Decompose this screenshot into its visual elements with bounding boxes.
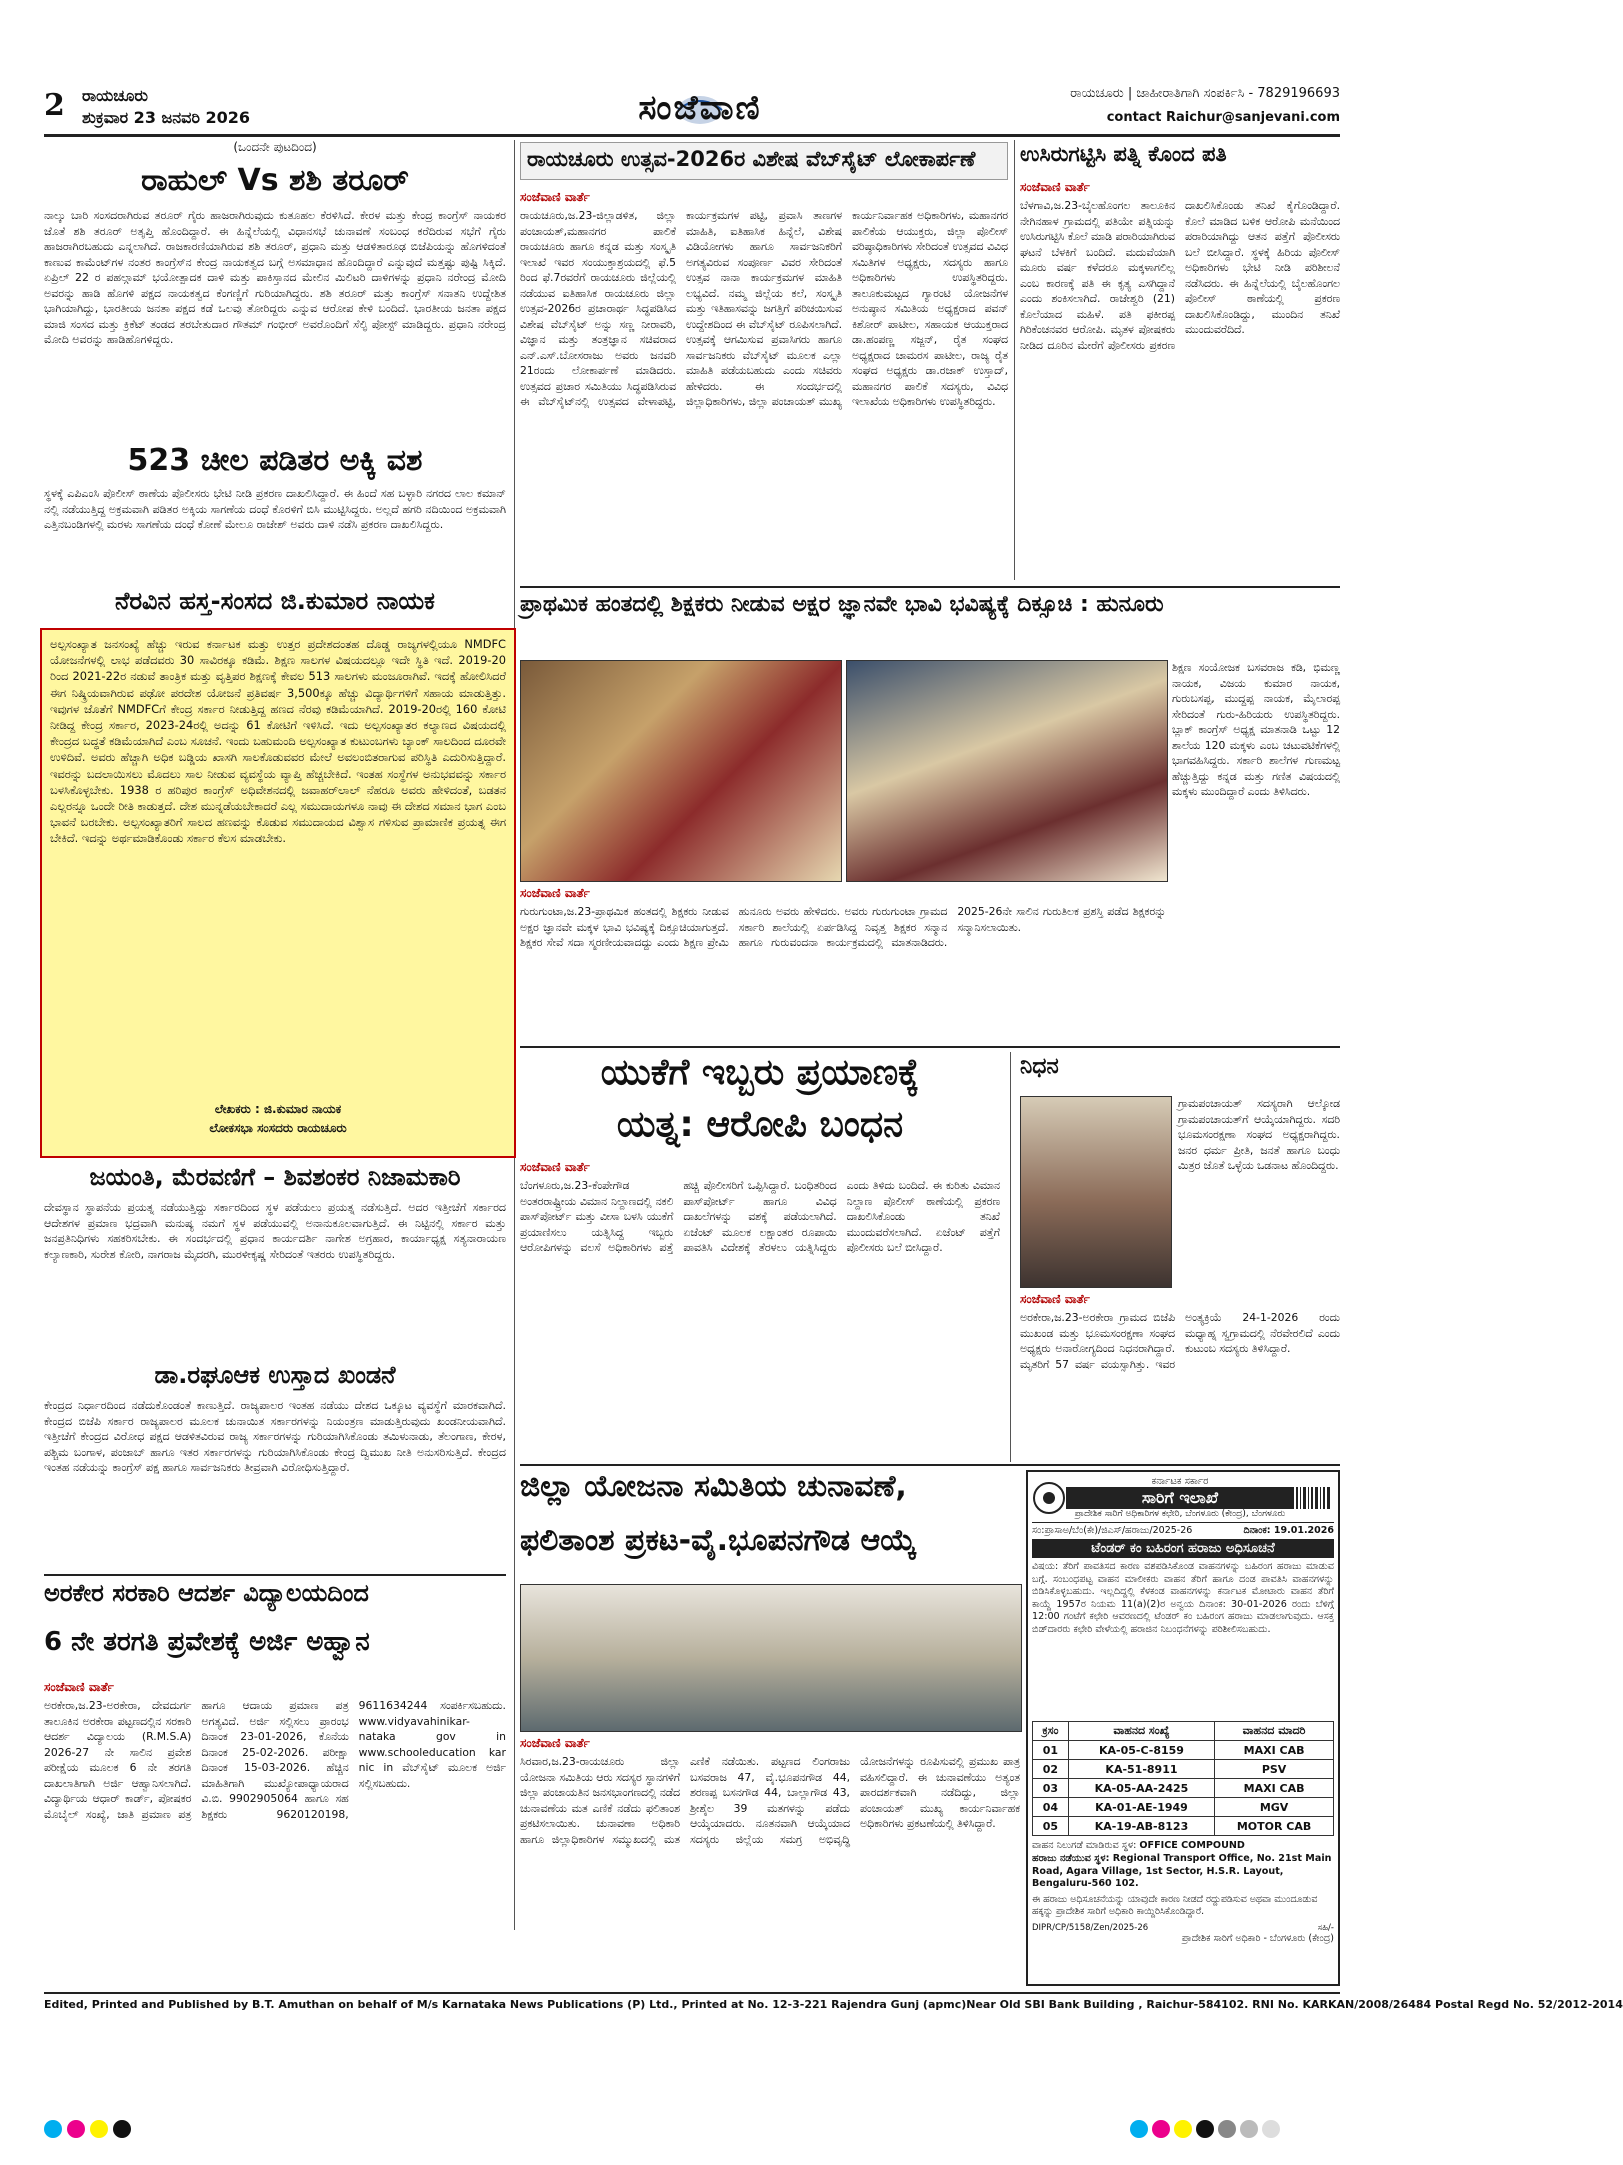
place-value: OFFICE COMPOUND — [1139, 1840, 1245, 1851]
headline-webiste-launch: ರಾಯಚೂರು ಉತ್ಸವ-2026ರ ವಿಶೇಷ ವೆಬ್‌ಸೈಟ್ ಲೋಕಾರ್ಪಣೆ — [520, 142, 1008, 180]
gov-line: ಕರ್ನಾಟಕ ಸರ್ಕಾರ — [1151, 1476, 1209, 1487]
story-kicker: ಸಂಜೆವಾಣಿ ವಾರ್ತೆ — [1020, 1292, 1090, 1306]
story-body: ರಾಯಚೂರು,ಜ.23-ಜಿಲ್ಲಾಡಳಿತ, ಜಿಲ್ಲಾ ಪಂಚಾಯತ್,ಮಹಾನಗರ ಪಾಲಿಕೆ ರಾಯಚೂರು ಹಾಗೂ ಕನ್ನಡ ಮತ್ತು ಸಂಸ್ಕೃತಿ ಇಲಾಖೆ ಇವರ ಸಂಯುಕ್ತಾಶ್ರಯದಲ್ಲಿ ಫೆ.5 ರಿಂದ ಫೆ.7ರವರೆಗೆ ರಾಯಚೂರು ಜಿಲ್ಲೆಯಲ್ಲಿ ನಡೆಯುವ ಐತಿಹಾಸಿಕ ರಾಯಚೂರು ಜಿಲ್ಲಾ ಉತ್ಸವ-2026ರ ಪ್ರಚಾರಾರ್ಥ ಸಿದ್ಧಪಡಿಸಿದ ವಿಶೇಷ ವೆಬ್‌ಸೈಟ್ ಅನ್ನು ಸಣ್ಣ ನೀರಾವರಿ, ವಿಜ್ಞಾನ ಮತ್ತು ತಂತ್ರಜ್ಞಾನ ಸಚಿವರಾದ ಎನ್.ಎಸ್.ಬೋಸರಾಜು ಅವರು ಜನವರಿ 21ರಂದು ಲೋಕಾರ್ಪಣೆ ಮಾಡಿದರು. ಉತ್ಸವದ ಪ್ರಚಾರ ಸಮಿತಿಯು ಸಿದ್ಧಪಡಿಸಿರುವ ಈ ವೆಬ್‌ಸೈಟ್‌ನಲ್ಲಿ ಉತ್ಸವದ ವೇಳಾಪಟ್ಟಿ, ಕಾರ್ಯಕ್ರಮಗಳ ಪಟ್ಟಿ, ಪ್ರವಾಸಿ ತಾಣಗಳ ಮಾಹಿತಿ, ಐತಿಹಾಸಿಕ ಹಿನ್ನೆಲೆ, ವಿಶೇಷ ವಿಡಿಯೋಗಳು ಹಾಗೂ ಸಾರ್ವಜನಿಕರಿಗೆ ಅಗತ್ಯವಿರುವ ಸಂಪೂರ್ಣ ವಿವರ ಸೇರಿದಂತೆ ಉತ್ಸವ ನಾನಾ ಕಾರ್ಯಕ್ರಮಗಳ ಮಾಹಿತಿ ಲಭ್ಯವಿದೆ. ನಮ್ಮ ಜಿಲ್ಲೆಯ ಕಲೆ, ಸಂಸ್ಕೃತಿ ಮತ್ತು ಇತಿಹಾಸವನ್ನು ಜಗತ್ತಿಗೆ ಪರಿಚಯಿಸುವ ಉದ್ದೇಶದಿಂದ ಈ ವೆಬ್‌ಸೈಟ್ ರೂಪಿಸಲಾಗಿದೆ. ಉತ್ಸವಕ್ಕೆ ಆಗಮಿಸುವ ಪ್ರವಾಸಿಗರು ಹಾಗೂ ಸಾರ್ವಜನಿಕರು ವೆಬ್‌ಸೈಟ್ ಮೂಲಕ ಎಲ್ಲಾ ಮಾಹಿತಿ ಪಡೆಯಬಹುದು ಎಂದು ಸಚಿವರು ಹೇಳಿದರು. ಈ ಸಂದರ್ಭದಲ್ಲಿ ಜಿಲ್ಲಾಧಿಕಾರಿಗಳು, ಜಿಲ್ಲಾ ಪಂಚಾಯತ್ ಮುಖ್ಯ ಕಾರ್ಯನಿರ್ವಾಹಕ ಅಧಿಕಾರಿಗಳು, ಮಹಾನಗರ ಪಾಲಿಕೆಯ ಆಯುಕ್ತರು, ಜಿಲ್ಲಾ ಪೊಲೀಸ್ ವರಿಷ್ಠಾಧಿಕಾರಿಗಳು ಸೇರಿದಂತೆ ಉತ್ಸವದ ವಿವಿಧ ಸಮಿತಿಗಳ ಅಧ್ಯಕ್ಷರು, ಸದಸ್ಯರು ಹಾಗೂ ಅಧಿಕಾರಿಗಳು ಉಪಸ್ಥಿತರಿದ್ದರು. ತಾಲೂಕುಮಟ್ಟದ ಗ್ಯಾರಂಟಿ ಯೋಜನೆಗಳ ಅನುಷ್ಠಾನ ಸಮಿತಿಯ ಅಧ್ಯಕ್ಷರಾದ ಪವನ್ ಕಿಶೋರ್ ಪಾಟೀಲ, ಸಹಾಯಕ ಆಯುಕ್ತರಾದ ಡಾ.ಹಂಪಣ್ಣ ಸಜ್ಜನ್, ರೈತ ಸಂಘದ ಅಧ್ಯಕ್ಷರಾದ ಚಾಮರಸ ಪಾಟೀಲ, ರಾಜ್ಯ ರೈತ ಸಂಘದ ಅಧ್ಯಕ್ಷರು ಡಾ.ರಜಾಕ್ ಉಸ್ತಾದ್, ಮಹಾನಗರ ಪಾಲಿಕೆ ಸದಸ್ಯರು, ವಿವಿಧ ಇಲಾಖೆಯ ಅಧಿಕಾರಿಗಳು ಉಪಸ್ಥಿತರಿದ್ದರು. — [520, 209, 1008, 408]
headline-zp-election: ಫಲಿತಾಂಶ ಪ್ರಕಟ-ವೈ.ಭೂಪನಗೌಡ ಆಯ್ಕೆ — [520, 1523, 917, 1558]
story-kicker: ಸಂಜೆವಾಣಿ ವಾರ್ತೆ — [520, 1736, 590, 1750]
ref-date: ದಿನಾಂಕ: 19.01.2026 — [1243, 1525, 1334, 1536]
story-body: ಬೆಂಗಳೂರು,ಜ.23-ಕೆಂಪೇಗೌಡ ಅಂತರರಾಷ್ಟ್ರೀಯ ವಿಮಾನ ನಿಲ್ದಾಣದಲ್ಲಿ ನಕಲಿ ಪಾಸ್‌ಪೋರ್ಟ್ ಮತ್ತು ವೀಸಾ ಬಳಸಿ ಯುಕೆಗೆ ಪ್ರಯಾಣಿಸಲು ಯತ್ನಿಸಿದ್ದ ಇಬ್ಬರು ಆರೋಪಿಗಳನ್ನು ವಲಸೆ ಅಧಿಕಾರಿಗಳು ಪತ್ತೆ ಹಚ್ಚಿ ಪೊಲೀಸರಿಗೆ ಒಪ್ಪಿಸಿದ್ದಾರೆ. ಬಂಧಿತರಿಂದ ಪಾಸ್‌ಪೋರ್ಟ್ ಹಾಗೂ ವಿವಿಧ ದಾಖಲೆಗಳನ್ನು ವಶಕ್ಕೆ ಪಡೆಯಲಾಗಿದೆ. ಏಜೆಂಟ್ ಮೂಲಕ ಲಕ್ಷಾಂತರ ರೂಪಾಯಿ ಪಾವತಿಸಿ ವಿದೇಶಕ್ಕೆ ತೆರಳಲು ಯತ್ನಿಸಿದ್ದರು ಎಂದು ತಿಳಿದು ಬಂದಿದೆ. ಈ ಕುರಿತು ವಿಮಾನ ನಿಲ್ದಾಣ ಪೊಲೀಸ್ ಠಾಣೆಯಲ್ಲಿ ಪ್ರಕರಣ ದಾಖಲಿಸಿಕೊಂಡು ತನಿಖೆ ಮುಂದುವರೆಸಲಾಗಿದೆ. ಏಜೆಂಟ್ ಪತ್ತೆಗೆ ಪೊಲೀಸರು ಬಲೆ ಬೀಸಿದ್ದಾರೆ. — [520, 1179, 1000, 1254]
tender-notice — [1026, 1470, 1340, 1986]
byline: ಲೋಕಸಭಾ ಸಂಸದರು ರಾಯಚೂರು — [209, 1121, 347, 1135]
table-row — [1033, 1779, 1334, 1798]
table-cell: 05 — [1033, 1817, 1069, 1836]
story-body: ಗ್ರಾಮಪಂಚಾಯತ್ ಸದಸ್ಯರಾಗಿ ಆಲ್ಕೋಡ ಗ್ರಾಮಪಂಚಾಯತ್‌ಗೆ ಆಯ್ಕೆಯಾಗಿದ್ದರು. ಸದರಿ ಭೂಮಸಂರಕ್ಷಣಾ ಸಂಘದ ಅಧ್ಯಕ್ಷರಾಗಿದ್ದರು. ಜನರ ಧರ್ಮ ಪ್ರೀತಿ, ಜನತೆ ಹಾಗೂ ಬಂಧು ಮಿತ್ರರ ಜೊತೆ ಒಳ್ಳೆಯ ಒಡನಾಟ ಹೊಂದಿದ್ದರು. — [1178, 1097, 1340, 1172]
footer-note: ಈ ಹರಾಜು ಅಧಿಸೂಚನೆಯನ್ನು ಯಾವುದೇ ಕಾರಣ ನೀಡದೆ ರದ್ದುಪಡಿಸುವ ಅಥವಾ ಮುಂದೂಡುವ ಹಕ್ಕನ್ನು ಪ್ರಾದೇಶಿಕ ಸಾರಿಗೆ ಅಧಿಕಾರಿ ಕಾಯ್ದಿರಿಸಿಕೊಂಡಿದ್ದಾರೆ. — [1032, 1893, 1318, 1918]
column-rule — [1014, 140, 1015, 580]
table-row — [1033, 1760, 1334, 1779]
headline-school: ಅರಕೇರ ಸರಕಾರಿ ಆದರ್ಶ ವಿದ್ಯಾಲಯದಿಂದ — [44, 1579, 369, 1607]
story-kicker: ಸಂಜೆವಾಣಿ ವಾರ್ತೆ — [44, 1680, 114, 1694]
masthead-city: ರಾಯಚೂರು — [82, 86, 148, 105]
byline: ಲೇಖಕರು : ಜಿ.ಕುಮಾರ ನಾಯಕ — [214, 1102, 342, 1116]
section-rule — [520, 1464, 1340, 1466]
election-photo — [520, 1584, 1022, 1732]
logo-text: ಸಂಜೆವಾಣಿ — [638, 88, 762, 128]
story-body: ಅರಕೇರಾ,ಜ.23-ಅರಕೇರಾ ಗ್ರಾಮದ ಬಿಜೆಪಿ ಮುಖಂಡ ಮತ್ತು ಭೂಮಸಂರಕ್ಷಣಾ ಸಂಘದ ಅಧ್ಯಕ್ಷರು ಅನಾರೋಗ್ಯದಿಂದ ನಿಧನರಾಗಿದ್ದಾರೆ. ಮೃತರಿಗೆ 57 ವರ್ಷ ವಯಸ್ಸಾಗಿತ್ತು. ಇವರ ಅಂತ್ಯಕ್ರಿಯೆ 24-1-2026 ರಂದು ಮಧ್ಯಾಹ್ನ ಸ್ವಗ್ರಾಮದಲ್ಲಿ ನೆರವೇರಲಿದೆ ಎಂದು ಕುಟುಂಬ ಸದಸ್ಯರು ತಿಳಿಸಿದ್ದಾರೆ. — [1020, 1311, 1340, 1371]
notice-body: ವಿಷಯ: ತೆರಿಗೆ ಪಾವತಿಸದ ಕಾರಣ ವಶಪಡಿಸಿಕೊಂಡ ವಾಹನಗಳನ್ನು ಬಹಿರಂಗ ಹರಾಜು ಮಾಡುವ ಬಗ್ಗೆ. ಸಂಬಂಧಪಟ್ಟ ವಾಹನ ಮಾಲೀಕರು ವಾಹನ ತೆರಿಗೆ ಹಾಗೂ ದಂಡ ಪಾವತಿಸಿ ವಾಹನಗಳನ್ನು ಬಿಡಿಸಿಕೊಳ್ಳಬಹುದು. ಇಲ್ಲದಿದ್ದಲ್ಲಿ ಕೆಳಕಂಡ ವಾಹನಗಳನ್ನು ಕರ್ನಾಟಕ ಮೋಟಾರು ವಾಹನ ತೆರಿಗೆ ಕಾಯ್ದೆ 1957ರ ನಿಯಮ 11(a)(2)ರ ಅನ್ವಯ ದಿನಾಂಕ: 30-01-2026 ರಂದು ಬೆಳಿಗ್ಗೆ 12:00 ಗಂಟೆಗೆ ಕಛೇರಿ ಆವರಣದಲ್ಲಿ ಟೆಂಡರ್ ಕಂ ಬಹಿರಂಗ ಹರಾಜು ಮಾಡಲಾಗುವುದು. ಆಸಕ್ತ ಬಿಡ್‌ದಾರರು ಕಛೇರಿ ವೇಳೆಯಲ್ಲಿ ಹರಾಜಿನ ನಿಬಂಧನೆಗಳನ್ನು ಪರಿಶೀಲಿಸಬಹುದು. — [1032, 1561, 1334, 1635]
yellow-dot — [90, 2120, 108, 2138]
office-name: ಪ್ರಾದೇಶಿಕ ಸಾರಿಗೆ ಅಧಿಕಾರಿಗಳ ಕಛೇರಿ, ಬೆಂಗಳೂರು (ಕೇಂದ್ರ), ಬೆಂಗಳೂರು — [1074, 1509, 1286, 1519]
table-cell: MAXI CAB — [1215, 1741, 1334, 1760]
dipr-code: DIPR/CP/5158/Zen/2025-26 — [1032, 1922, 1149, 1933]
story-body: ನಾಲ್ಕು ಬಾರಿ ಸಂಸದರಾಗಿರುವ ತರೂರ್ ಗೈರು ಹಾಜರಾಗಿರುವುದು ಕುತೂಹಲ ಕೆರಳಿಸಿದೆ. ಕೇರಳ ಮತ್ತು ಕೇಂದ್ರ ಕಾಂಗ್ರೆಸ್ ನಾಯಕರ ಜೊತೆ ಶಶಿ ತರೂರ್ ಅತೃಪ್ತಿ ಹೊಂದಿದ್ದಾರೆ. ಈ ಹಿನ್ನೆಲೆಯಲ್ಲಿ ವಿಧಾನಸಭೆ ಚುನಾವಣೆ ಸಂಬಂಧ ಕರೆದಿರುವ ಸಭೆಗೆ ಗೈರು ಹಾಜರಾಗಿರಬಹುದು ಎನ್ನಲಾಗಿದೆ. ರಾಜಕಾರಣಿಯಾಗಿರುವ ಶಶಿ ತರೂರ್, ಪ್ರಧಾನಿ ಮತ್ತು ಆಡಳಿತಾರೂಢ ಬಿಜೆಪಿಯನ್ನು ಹೊಗಳಿದಂತೆ ಕಾಣುವ ಕಾಮೆಂಟ್‌ಗಳ ನಂತರ ಕಾಂಗ್ರೆಸ್‌ನ ಕೇಂದ್ರ ನಾಯಕತ್ವದ ಬಗ್ಗೆ ಅಸಮಾಧಾನ ಹೊಂದಿದ್ದಾರೆ ಎನ್ನುವುದೆ ಮತ್ತಷ್ಟು ಪುಷ್ಟಿ ಸಿಕ್ಕಿದೆ. ಏಪ್ರಿಲ್ 22 ರ ಪಹಲ್ಗಾಮ್ ಭಯೋತ್ಪಾದಕ ದಾಳಿ ಮತ್ತು ಪಾಕಿಸ್ತಾನದ ಮೇಲಿನ ಮಿಲಿಟರಿ ದಾಳಿಗಳನ್ನು ಪ್ರಧಾನಿ ನರೇಂದ್ರ ಮೋದಿ ಅವರನ್ನು ಹಾಡಿ ಹೊಗಳಿ ಪಕ್ಷದ ನಾಯಕತ್ವದ ಕೆಂಗಣ್ಣಿಗೆ ಗುರಿಯಾಗಿದ್ದರು. ಶಶಿ ತರೂರ್ ಮತ್ತು ಕಾಂಗ್ರೆಸ್ ಸನಾತನಿ ಉದ್ದೇಶಿತ ಭಾಗಿಯಾಗಿದ್ದು, ಭಾರತೀಯ ಜನತಾ ಪಕ್ಷದ ಕಡೆ ಒಲವು ತೋರಿದ್ದರು ಎನ್ನುವ ಆರೋಪ ಕೇಳಿ ಬಂದಿದೆ. ಭಾರತೀಯ ಜನತಾ ಪಕ್ಷದ ಮಾಜಿ ಸಂಸದ ಮತ್ತು ಕ್ರಿಕೆಟ್ ತಂಡದ ತರಬೇತುದಾರ ಗೌತಮ್ ಗಂಭೀರ್ ಅವರೊಂದಿಗೆ ಸೆಲ್ಫಿ ಪೋಸ್ಟ್ ಮಾಡಿದ್ದರು. ಪ್ರಧಾನಿ ನರೇಂದ್ರ ಮೋದಿ ಅವರನ್ನು ಹಾಡಿಹೊಗಳಿದ್ದರು. — [44, 209, 506, 346]
table-cell: 01 — [1033, 1741, 1069, 1760]
story-title: ಜಯಂತಿ, ಮೆರವಣಿಗೆ – ಶಿವಶಂಕರ ನಿಜಾಮಕಾರಿ — [89, 1163, 461, 1191]
story-body: ಸ್ಥಳಕ್ಕೆ ಎಪಿಎಂಸಿ ಪೊಲೀಸ್ ಠಾಣೆಯ ಪೊಲೀಸರು ಭೇಟಿ ನೀಡಿ ಪ್ರಕರಣ ದಾಖಲಿಸಿದ್ದಾರೆ. ಈ ಹಿಂದೆ ಸಹ ಬಳ್ಳಾರಿ ನಗರದ ಲಾಲ ಕಮಾನ್ ನಲ್ಲಿ ನಡೆಯುತ್ತಿದ್ದ ಅಕ್ರಮವಾಗಿ ಪಡಿತರ ಅಕ್ಕಿಯ ಸಾಗಣೆಯ ದಂಧೆ ಕೊರಳಿಗೆ ಬಿಸಿ ಮುಟ್ಟಿಸಿದ್ದರು. ಅಲ್ಲದೆ ಹಗರಿ ನದಿಯಿಂದ ಅಕ್ರಮವಾಗಿ ಎತ್ತಿನಬಂಡಿಗಳಲ್ಲಿ ಮರಳು ಸಾಗಣೆಯ ದಂಧೆ ಕೋಣೆ ಮೇಲೂ ರಾಜೇಶ್ ಅವರು ದಾಳಿ ನಡೆಸಿ ಪ್ರಕರಣ ದಾಖಲಿಸಿದ್ದರು. — [44, 487, 506, 531]
story-body: ಬೆಳಗಾವಿ,ಜ.23-ಬೈಲಹೊಂಗಲ ತಾಲೂಕಿನ ನೇಗಿನಹಾಳ ಗ್ರಾಮದಲ್ಲಿ ಪತಿಯೇ ಪತ್ನಿಯನ್ನು ಉಸಿರುಗಟ್ಟಿಸಿ ಕೊಲೆ ಮಾಡಿ ಪರಾರಿಯಾಗಿರುವ ಘಟನೆ ಬೆಳಕಿಗೆ ಬಂದಿದೆ. ಮದುವೆಯಾಗಿ ಮೂರು ವರ್ಷ ಕಳೆದರೂ ಮಕ್ಕಳಾಗಲಿಲ್ಲ ಎಂಬ ಕಾರಣಕ್ಕೆ ಪತಿ ಈ ಕೃತ್ಯ ಎಸಗಿದ್ದಾನೆ ಎಂದು ಶಂಕಿಸಲಾಗಿದೆ. ರಾಜೇಶ್ವರಿ (21) ಕೊಲೆಯಾದ ಮಹಿಳೆ. ಪತಿ ಫಕೀರಪ್ಪ ಗಿರಿಕೆಂಚನವರ ಆರೋಪಿ. ಮೃತಳ ಪೋಷಕರು ನೀಡಿದ ದೂರಿನ ಮೇರೆಗೆ ಪೊಲೀಸರು ಪ್ರಕರಣ ದಾಖಲಿಸಿಕೊಂಡು ತನಿಖೆ ಕೈಗೊಂಡಿದ್ದಾರೆ. ಕೊಲೆ ಮಾಡಿದ ಬಳಿಕ ಆರೋಪಿ ಮನೆಯಿಂದ ಪರಾರಿಯಾಗಿದ್ದು ಆತನ ಪತ್ತೆಗೆ ಪೊಲೀಸರು ಬಲೆ ಬೀಸಿದ್ದಾರೆ. ಸ್ಥಳಕ್ಕೆ ಹಿರಿಯ ಪೊಲೀಸ್ ಅಧಿಕಾರಿಗಳು ಭೇಟಿ ನೀಡಿ ಪರಿಶೀಲನೆ ನಡೆಸಿದರು. ಈ ಹಿನ್ನೆಲೆಯಲ್ಲಿ ಬೈಲಹೊಂಗಲ ಪೊಲೀಸ್ ಠಾಣೆಯಲ್ಲಿ ಪ್ರಕರಣ ದಾಖಲಿಸಿಕೊಂಡಿದ್ದು, ಮುಂದಿನ ತನಿಖೆ ಮುಂದುವರೆದಿದೆ. — [1020, 199, 1340, 352]
continued-label: (ಒಂದನೇ ಪುಟದಿಂದ) — [233, 140, 317, 154]
auction-address: ಹರಾಜು ನಡೆಯುವ ಸ್ಥಳ: Regional Transport Office, No. 21st Main Road, Agara Village, 1st Sector, H.S.R. Layout, Bengaluru-560 102. — [1032, 1853, 1332, 1890]
story-title: ಡಾ.ರಘೂಆಕ ಉಸ್ತಾದ ಖಂಡನೆ — [154, 1361, 396, 1389]
story-title: ರಾಹುಲ್ Vs ಶಶಿ ತರೂರ್ — [141, 163, 409, 198]
table-header: ವಾಹನದ ಸಂಖ್ಯೆ — [1068, 1722, 1214, 1741]
table-cell: KA-51-8911 — [1068, 1760, 1214, 1779]
ref-number: ಸಂ:ಪ್ರಾಸಾಅ/ಬೆಂ(ಕೇ)/ಜಿಎಸ್/ಹರಾಜು/2025-26 — [1032, 1525, 1193, 1536]
event-photo — [520, 660, 842, 882]
column-rule — [1010, 1052, 1011, 1462]
dept-name: ಸಾರಿಗೆ ಇಲಾಖೆ — [1066, 1487, 1294, 1509]
signature: ಸಹಿ/- — [1317, 1922, 1334, 1933]
masthead-rule — [44, 134, 1340, 137]
page-number: 2 — [44, 88, 65, 123]
obituary-photo — [1020, 1096, 1172, 1288]
headline-husband-kills: ಉಸಿರುಗಟ್ಟಿಸಿ ಪತ್ನಿ ಕೊಂದ ಪತಿ — [1020, 142, 1227, 166]
headline-arrest: ಯತ್ನ: ಆರೋಪಿ ಬಂಧನ — [616, 1104, 904, 1145]
masthead-email: contact Raichur@sanjevani.com — [1106, 110, 1340, 125]
story-body: ಸಿರವಾರ,ಜ.23-ರಾಯಚೂರು ಜಿಲ್ಲಾ ಯೋಜನಾ ಸಮಿತಿಯ ಆರು ಸದಸ್ಯರ ಸ್ಥಾನಗಳಿಗೆ ಜಿಲ್ಲಾ ಪಂಚಾಯತಿನ ಜನಸಭಾಂಗಣದಲ್ಲಿ ನಡೆದ ಚುನಾವಣೆಯ ಮತ ಎಣಿಕೆ ನಡೆದು ಫಲಿತಾಂಶ ಪ್ರಕಟಿಸಲಾಯಿತು. ಚುನಾವಣಾ ಅಧಿಕಾರಿ ಹಾಗೂ ಜಿಲ್ಲಾಧಿಕಾರಿಗಳ ಸಮ್ಮುಖದಲ್ಲಿ ಮತ ಎಣಿಕೆ ನಡೆಯಿತು. ಪಟ್ಟಣದ ಲಿಂಗರಾಜು ಬಸವರಾಜ 47, ವೈ.ಭೂಪನಗೌಡ 44, ಶರಣಪ್ಪ ಬಸನಗೌಡ 44, ಬಾಲ್ಲಾಗೌಡ 43, ಶ್ರೀಶೈಲ 39 ಮತಗಳನ್ನು ಪಡೆದು ಆಯ್ಕೆಯಾದರು. ನೂತನವಾಗಿ ಆಯ್ಕೆಯಾದ ಸದಸ್ಯರು ಜಿಲ್ಲೆಯ ಸಮಗ್ರ ಅಭಿವೃದ್ಧಿ ಯೋಜನೆಗಳನ್ನು ರೂಪಿಸುವಲ್ಲಿ ಪ್ರಮುಖ ಪಾತ್ರ ವಹಿಸಲಿದ್ದಾರೆ. ಈ ಚುನಾವಣೆಯು ಅತ್ಯಂತ ಪಾರದರ್ಶಕವಾಗಿ ನಡೆದಿದ್ದು, ಜಿಲ್ಲಾ ಪಂಚಾಯತ್ ಮುಖ್ಯ ಕಾರ್ಯನಿರ್ವಾಹಕ ಅಧಿಕಾರಿಗಳು ಪ್ರಕಟಣೆಯಲ್ಲಿ ತಿಳಿಸಿದ್ದಾರೆ. — [520, 1755, 1020, 1846]
story-title: ನೆರವಿನ ಹಸ್ತ-ಸಂಸದ ಜಿ.ಕುಮಾರ ನಾಯಕ — [115, 587, 435, 615]
section-rule — [44, 1574, 506, 1576]
table-header: ವಾಹನದ ಮಾದರಿ — [1215, 1722, 1334, 1741]
table-cell: 02 — [1033, 1760, 1069, 1779]
table-cell: 03 — [1033, 1779, 1069, 1798]
story-body: ಕೇಂದ್ರದ ನಿರ್ಧಾರದಿಂದ ನಡೆದುಕೊಂಡಂತೆ ಕಾಣುತ್ತಿದೆ. ರಾಜ್ಯಪಾಲರ ಇಂತಹ ನಡೆಯು ದೇಶದ ಒಕ್ಕೂಟ ವ್ಯವಸ್ಥೆಗೆ ಮಾರಕವಾಗಿದೆ. ಕೇಂದ್ರದ ಬಿಜೆಪಿ ಸರ್ಕಾರ ರಾಜ್ಯಪಾಲರ ಮೂಲಕ ಚುನಾಯಿತ ಸರ್ಕಾರಗಳನ್ನು ನಿಯಂತ್ರಣ ಮಾಡುತ್ತಿರುವುದು ಖಂಡನೀಯವಾಗಿದೆ. ಇತ್ತೀಚೆಗೆ ಕೇಂದ್ರದ ವಿರೋಧ ಪಕ್ಷದ ಆಡಳಿತವಿರುವ ರಾಜ್ಯ ಸರ್ಕಾರಗಳನ್ನು ಗುರಿಯಾಗಿಸಿಕೊಂಡು ತಮಿಳುನಾಡು, ತೆಲಂಗಾಣ, ಕೇರಳ, ಪಶ್ಚಿಮ ಬಂಗಾಳ, ಪಂಜಾಬ್ ಹಾಗೂ ಇತರ ಸರ್ಕಾರಗಳನ್ನು ಗುರಿಯಾಗಿಸಿಕೊಂಡು ಕೇಂದ್ರ ದ್ವಿಮುಖ ನೀತಿ ಅನುಸರಿಸುತ್ತಿದೆ. ಕೇಂದ್ರದ ಇಂತಹ ನಡೆಯನ್ನು ಕಾಂಗ್ರೆಸ್ ಪಕ್ಷ ಹಾಗೂ ಸಾರ್ವಜನಿಕರು ತೀವ್ರವಾಗಿ ವಿರೋಧಿಸುತ್ತಿದ್ದಾರೆ. — [44, 1399, 506, 1474]
barcode-icon — [1294, 1483, 1334, 1513]
masthead-contact: ರಾಯಚೂರು | ಜಾಹೀರಾತಿಗಾಗಿ ಸಂಪರ್ಕಿಸಿ - 7829196693 — [1070, 86, 1340, 101]
table-cell: KA-05-AA-2425 — [1068, 1779, 1214, 1798]
story-kicker: ಸಂಜೆವಾಣಿ ವಾರ್ತೆ — [520, 190, 590, 204]
section-rule — [520, 1046, 1340, 1048]
black-dot — [113, 2120, 131, 2138]
obituary-title: ನಿಧನ — [1020, 1054, 1059, 1079]
story-body: ಗುರುಗುಂಟಾ,ಜ.23-ಪ್ರಾಥಮಿಕ ಹಂತದಲ್ಲಿ ಶಿಕ್ಷಕರು ನೀಡುವ ಅಕ್ಷರ ಜ್ಞಾನವೇ ಮಕ್ಕಳ ಭಾವಿ ಭವಿಷ್ಯಕ್ಕೆ ದಿಕ್ಸೂಚಿಯಾಗುತ್ತದೆ. ಶಿಕ್ಷಕರ ಸೇವೆ ಸದಾ ಸ್ಮರಣೀಯವಾದದ್ದು ಎಂದು ಶಿಕ್ಷಣ ಪ್ರೇಮಿ ಹುನೂರು ಅವರು ಹೇಳಿದರು. ಅವರು ಗುರುಗುಂಟಾ ಗ್ರಾಮದ ಸರ್ಕಾರಿ ಶಾಲೆಯಲ್ಲಿ ಏರ್ಪಡಿಸಿದ್ದ ನಿವೃತ್ತ ಶಿಕ್ಷಕರ ಸನ್ಮಾನ ಹಾಗೂ ಗುರುವಂದನಾ ಕಾರ್ಯಕ್ರಮದಲ್ಲಿ ಮಾತನಾಡಿದರು. 2025-26ನೇ ಸಾಲಿನ ಗುರುತಿಲಕ ಪ್ರಶಸ್ತಿ ಪಡೆದ ಶಿಕ್ಷಕರನ್ನು ಸನ್ಮಾನಿಸಲಾಯಿತು. — [520, 905, 1166, 949]
story-body: ದೇವಸ್ಥಾನ ಸ್ಥಾಪನೆಯ ಪ್ರಯತ್ನ ನಡೆಯುತ್ತಿದ್ದು ಸರ್ಕಾರದಿಂದ ಸ್ಥಳ ಪಡೆಯಲು ಪ್ರಯತ್ನ ನಡೆಸುತ್ತಿದೆ. ಅದರ ಇತ್ತೀಚೆಗೆ ಸರ್ಕಾರದ ಆದೇಶಗಳ ಪ್ರಮಾಣ ಭದ್ರವಾಗಿ ಮನುಷ್ಯ ನಮಗೆ ಸ್ಥಳ ಪಡೆಯುವಲ್ಲಿ ಅನಾನುಕೂಲವಾಗುತ್ತಿದೆ. ಈ ನಿಟ್ಟಿನಲ್ಲಿ ಸರ್ಕಾರ ಮತ್ತು ಜನಪ್ರತಿನಿಧಿಗಳು ಸಹಕರಿಸಬೇಕು. ಈ ಸಂದರ್ಭದಲ್ಲಿ ಪ್ರಧಾನ ಕಾರ್ಯದರ್ಶಿ ನಾಗೇಶ ಅಗ್ರಹಾರ, ಕಾರ್ಯಾಧ್ಯಕ್ಷ ಸತ್ಯನಾರಾಯಣ ಕಲ್ಯಾಣಕಾರಿ, ಸುರೇಶ ಕೋರಿ, ನಾಗರಾಜ ಮೈದರಗಿ, ಮುರಳೀಕೃಷ್ಣ ಸೇರಿದಂತೆ ಇತರರು ಉಪಸ್ಥಿತರಿದ್ದರು. — [44, 1201, 506, 1261]
event-photo — [846, 660, 1168, 882]
registration-grey-scale — [1130, 2120, 1340, 2144]
story-body: ಅರಕೇರಾ,ಜ.23-ಅರಕೇರಾ, ದೇವದುರ್ಗ ತಾಲೂಕಿನ ಅರಕೇರಾ ಪಟ್ಟಣದಲ್ಲಿನ ಸರಕಾರಿ ಆದರ್ಶ ವಿದ್ಯಾಲಯ (R.M.S.A) 2026-27 ನೇ ಸಾಲಿನ ಪ್ರವೇಶ ಪರೀಕ್ಷೆಯ ಮೂಲಕ 6 ನೇ ತರಗತಿ ದಾಖಲಾತಿಗಾಗಿ ಅರ್ಜಿ ಆಹ್ವಾನಿಸಲಾಗಿದೆ. ವಿದ್ಯಾರ್ಥಿಯ ಆಧಾರ್ ಕಾರ್ಡ್, ಪೋಷಕರ ಮೊಬೈಲ್ ಸಂಖ್ಯೆ, ಜಾತಿ ಪ್ರಮಾಣ ಪತ್ರ ಹಾಗೂ ಆದಾಯ ಪ್ರಮಾಣ ಪತ್ರ ಅಗತ್ಯವಿದೆ. ಅರ್ಜಿ ಸಲ್ಲಿಸಲು ಪ್ರಾರಂಭ ದಿನಾಂಕ 23-01-2026, ಕೊನೆಯ ದಿನಾಂಕ 25-02-2026. ಪರೀಕ್ಷಾ ದಿನಾಂಕ 15-03-2026. ಹೆಚ್ಚಿನ ಮಾಹಿತಿಗಾಗಿ ಮುಖ್ಯೋಪಾಧ್ಯಾಯರಾದ ವಿ.ಬಿ. 9902905064 ಹಾಗೂ ಸಹ ಶಿಕ್ಷಕರು 9620120198, 9611634244 ಸಂಪರ್ಕಿಸಬಹುದು. www.vidyavahinikar-nataka gov in www.schooleducation kar nic in ವೆಬ್‌ಸೈಟ್ ಮೂಲಕ ಅರ್ಜಿ ಸಲ್ಲಿಸಬಹುದು. — [44, 1699, 506, 1821]
table-header-row — [1033, 1722, 1334, 1741]
notice-title: ಟೆಂಡರ್ ಕಂ ಬಹಿರಂಗ ಹರಾಜು ಅಧಿಸೂಚನೆ — [1032, 1539, 1334, 1558]
headline-teacher: ಪ್ರಾಥಮಿಕ ಹಂತದಲ್ಲಿ ಶಿಕ್ಷಕರು ನೀಡುವ ಅಕ್ಷರ ಜ್ಞಾನವೇ ಭಾವಿ ಭವಿಷ್ಯಕ್ಕೆ ದಿಕ್ಸೂಚಿ : ಹುನೂರು — [520, 592, 1164, 617]
story-kicker: ಸಂಜೆವಾಣಿ ವಾರ್ತೆ — [520, 1160, 590, 1174]
table-header: ಕ್ರಸಂ — [1033, 1722, 1069, 1741]
table-cell: MGV — [1215, 1798, 1334, 1817]
table-cell: KA-05-C-8159 — [1068, 1741, 1214, 1760]
story-kicker: ಸಂಜೆವಾಣಿ ವಾರ್ತೆ — [520, 886, 590, 900]
headline-zp-election: ಜಿಲ್ಲಾ ಯೋಜನಾ ಸಮಿತಿಯ ಚುನಾವಣೆ, — [520, 1469, 907, 1504]
story-title: 523 ಚೀಲ ಪಡಿತರ ಅಕ್ಕಿ ವಶ — [127, 443, 423, 478]
headline-arrest: ಯುಕೆಗೆ ಇಬ್ಬರು ಪ್ರಯಾಣಕ್ಕೆ — [600, 1052, 920, 1093]
vehicle-table — [1032, 1721, 1334, 1836]
imprint-line: Edited, Printed and Published by B.T. Amuthan on behalf of M/s Karnataka News Publications (P) Ltd., Printed at No. 12-3-221 Rajendra Gunj (apmc)Near Old SBI Bank Building , Raichur-584102. RNI No. KARKAN/2008/26484 Postal Regd No. 52/2012-2014 — [44, 1998, 1623, 2011]
magenta-dot — [67, 2120, 85, 2138]
place-label: ವಾಹನ ನಿಲುಗಡೆ ಮಾಡಿರುವ ಸ್ಥಳ: — [1032, 1840, 1137, 1851]
table-cell: PSV — [1215, 1760, 1334, 1779]
story-body: ಅಲ್ಪಸಂಖ್ಯಾತ ಜನಸಂಖ್ಯೆ ಹೆಚ್ಚು ಇರುವ ಕರ್ನಾಟಕ ಮತ್ತು ಉತ್ತರ ಪ್ರದೇಶದಂತಹ ದೊಡ್ಡ ರಾಜ್ಯಗಳಲ್ಲಿಯೂ NMDFC ಯೋಜನೆಗಳಲ್ಲಿ ಲಾಭ ಪಡೆದವರು 30 ಸಾವಿರಕ್ಕೂ ಕಡಿಮೆ. ಶಿಕ್ಷಣ ಸಾಲಗಳ ವಿಷಯದಲ್ಲೂ ಇದೇ ಸ್ಥಿತಿ ಇದೆ. 2019-20 ರಿಂದ 2021-22ರ ನಡುವೆ ತಾಂತ್ರಿಕ ಮತ್ತು ವೃತ್ತಿಪರ ಶಿಕ್ಷಣಕ್ಕೆ ಕೇವಲ 513 ಸಾಲಗಳು ಮಂಜೂರಾಗಿವೆ. ಇದಕ್ಕೆ ಹೋಲಿಸಿದರೆ ಈಗ ನಿಷ್ಕ್ರಿಯವಾಗಿರುವ ಪಢೋ ಪರದೇಶ ಯೋಜನೆ ಪ್ರತಿವರ್ಷ 3,500ಕ್ಕೂ ಹೆಚ್ಚು ವಿದ್ಯಾರ್ಥಿಗಳಿಗೆ ಸಹಾಯ ಮಾಡುತ್ತಿತ್ತು. ಇವುಗಳ ಜೊತೆಗೆ NMDFCಗೆ ಕೇಂದ್ರ ಸರ್ಕಾರ ನೀಡುತ್ತಿದ್ದ ಹಣದ ನೆರವು ಕಡಿಮೆಯಾಗಿದೆ. 2019-20ರಲ್ಲಿ 160 ಕೋಟಿ ನೀಡಿದ್ದ ಕೇಂದ್ರ ಸರ್ಕಾರ, 2023-24ರಲ್ಲಿ ಅದನ್ನು 61 ಕೋಟಿಗೆ ಇಳಿಸಿದೆ. ಇದು ಅಲ್ಪಸಂಖ್ಯಾತರ ಕಲ್ಯಾಣದ ವಿಷಯದಲ್ಲಿ ಕೇಂದ್ರದ ಬದ್ಧತೆ ಕಡಿಮೆಯಾಗಿದೆ ಎಂಬ ಸೂಚನೆ. ಇಂದು ಬಹುಮಂದಿ ಅಲ್ಪಸಂಖ್ಯಾತ ಕುಟುಂಬಗಳು ಬ್ಯಾಂಕ್ ಸಾಲದಿಂದ ದೂರವೇ ಉಳಿದಿವೆ. ಅವರು ಹೆಚ್ಚಾಗಿ ಅಧಿಕ ಬಡ್ಡಿಯ ಖಾಸಗಿ ಸಾಲಕೊಡುವವರ ಮೇಲೆ ಅವಲಂಬಿತರಾಗುವ ಪರಿಸ್ಥಿತಿ ಎದುರಿಸುತ್ತಿದ್ದಾರೆ. ಇವರನ್ನು ಬದಲಾಯಿಸಲು ಮೊದಲು ಸಾಲ ನೀಡುವ ವ್ಯವಸ್ಥೆಯ ವ್ಯಾಪ್ತಿ ಹೆಚ್ಚಬೇಕಿದೆ. ಇಂತಹ ಸಂಸ್ಥೆಗಳ ಅನುಭವವನ್ನು ಸರ್ಕಾರ ಬಳಸಿಕೊಳ್ಳಬೇಕು. 1938 ರ ಹರಿಪುರ ಕಾಂಗ್ರೆಸ್ ಅಧಿವೇಶನದಲ್ಲಿ ಜವಾಹರ್‌ಲಾಲ್ ನೆಹರೂ ಅವರು ಹೇಳಿದಂತೆ, ಬಡತನ ಎಲ್ಲರನ್ನೂ ಒಂದೇ ರೀತಿ ಕಾಡುತ್ತದೆ. ದೇಶ ಮುನ್ನಡೆಯಬೇಕಾದರೆ ಎಲ್ಲ ಸಮುದಾಯಗಳೂ ನಾವು ಈ ದೇಶದ ಸಮಾನ ಭಾಗ ಎಂಬ ಭಾವನೆ ಬರಬೇಕು. ಅಲ್ಪಸಂಖ್ಯಾತರಿಗೆ ಸಾಲದ ಹಣವನ್ನು ಕೊಡುವ ಸಮುದಾಯದ ವಿಶ್ವಾಸ ಗಳಿಸುವ ಪ್ರಾಮಾಣಿಕ ಪ್ರಯತ್ನ ಈಗ ಬೇಕಿದೆ. ಇದನ್ನು ಅರ್ಥಮಾಡಿಕೊಂಡು ಸರ್ಕಾರ ಕೆಲಸ ಮಾಡಬೇಕು. — [50, 637, 506, 846]
registration-marks — [44, 2120, 184, 2144]
masthead-date: ಶುಕ್ರವಾರ 23 ಜನವರಿ 2026 — [82, 108, 250, 127]
table-row — [1033, 1798, 1334, 1817]
highlight-box — [40, 628, 516, 1158]
table-cell: MAXI CAB — [1215, 1779, 1334, 1798]
emblem-icon — [1032, 1481, 1066, 1515]
newspaper-logo — [580, 80, 820, 136]
table-cell: MOTOR CAB — [1215, 1817, 1334, 1836]
table-cell: KA-01-AE-1949 — [1068, 1798, 1214, 1817]
signatory: ಪ್ರಾದೇಶಿಕ ಸಾರಿಗೆ ಅಧಿಕಾರಿ - ಬೆಂಗಳೂರು (ಕೇಂದ್ರ) — [1181, 1932, 1334, 1944]
headline-school: 6 ನೇ ತರಗತಿ ಪ್ರವೇಶಕ್ಕೆ ಅರ್ಜಿ ಅಹ್ವಾನ — [44, 1627, 370, 1657]
table-row — [1033, 1817, 1334, 1836]
table-cell: KA-19-AB-8123 — [1068, 1817, 1214, 1836]
story-kicker: ಸಂಜೆವಾಣಿ ವಾರ್ತೆ — [1020, 180, 1090, 194]
section-rule — [520, 586, 1340, 588]
footer-rule — [44, 1992, 1340, 1994]
table-cell: 04 — [1033, 1798, 1069, 1817]
story-body: ಶಿಕ್ಷಣ ಸಂಯೋಜಕ ಬಸವರಾಜ ಕಡಿ, ಭಿಮಣ್ಣ ನಾಯಕ, ವಿಜಯ ಕುಮಾರ ನಾಯಕ, ಗುರುಬಸಪ್ಪ, ಮುದ್ದಪ್ಪ ನಾಯಕ, ಮೈಲಾರಪ್ಪ ಸೇರಿದಂತೆ ಗುರು-ಹಿರಿಯರು ಉಪಸ್ಥಿತರಿದ್ದರು. ಬ್ಲಾಕ್ ಕಾಂಗ್ರೆಸ್ ಅಧ್ಯಕ್ಷ ಮಾತನಾಡಿ ಒಟ್ಟು 12 ಶಾಲೆಯ 120 ಮಕ್ಕಳು ಎಂಬ ಚಟುವಟಿಕೆಗಳಲ್ಲಿ ಭಾಗವಹಿಸಿದ್ದರು. ಸರ್ಕಾರಿ ಶಾಲೆಗಳ ಗುಣಮಟ್ಟ ಹೆಚ್ಚುತ್ತಿದ್ದು ಕನ್ನಡ ಮತ್ತು ಗಣಿತ ವಿಷಯದಲ್ಲಿ ಮಕ್ಕಳು ಮುಂದಿದ್ದಾರೆ ಎಂದು ತಿಳಿಸಿದರು. — [1172, 661, 1340, 798]
table-row — [1033, 1741, 1334, 1760]
cyan-dot — [44, 2120, 62, 2138]
